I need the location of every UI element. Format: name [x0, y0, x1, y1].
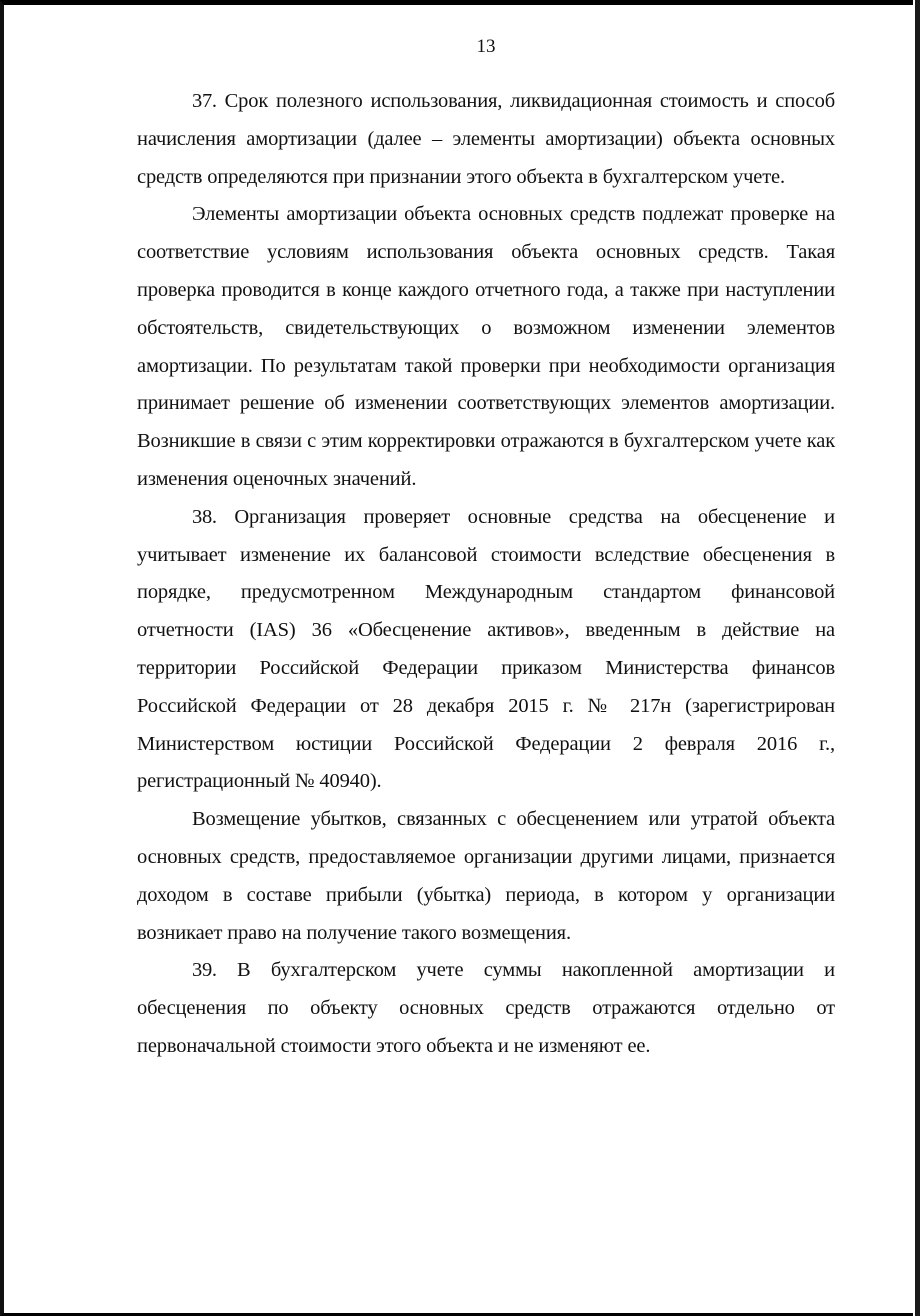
- paragraph-text: Срок полезного использования, ликвидационная стоимость и способ начисления амортизации (далее – элементы амортизации) объекта основных средств определяются при признании этого объекта в бухгалтерском учете.: [137, 90, 835, 188]
- paragraph-text: В бухгалтерском учете суммы накопленной амортизации и обесценения по объекту основных средств отражаются отдельно от первоначальной стоимости этого объекта и не изменяют ее.: [137, 959, 835, 1057]
- paragraph-text: Возмещение убытков, связанных с обесценением или утратой объекта основных средств, предоставляемое организации другими лицами, признается доходом в составе прибыли (убытка) периода, в котором у организации возникает право на получение такого возмещения.: [137, 808, 835, 944]
- page-number: 13: [476, 36, 496, 57]
- paragraph-38: [137, 499, 835, 801]
- document-body: [137, 83, 835, 1066]
- paragraph-37: [137, 83, 835, 196]
- clause-number: 39.: [192, 959, 217, 982]
- paragraph-text: Организация проверяет основные средства на обесценение и учитывает изменение их балансовой стоимости вследствие обесценения в порядке, предусмотренном Международным стандартом финансовой отчетности (IAS) 36 «Обесценение активов», введенным в действие на территории Российской Федерации приказом Министерства финансов Российской Федерации от 28 декабря 2015 г. № 217н (зарегистрирован Министерством юстиции Российской Федерации 2 февраля 2016 г., регистрационный № 40940).: [137, 505, 835, 793]
- paragraph-text: Элементы амортизации объекта основных средств подлежат проверке на соответствие условиям использования объекта основных средств. Такая проверка проводится в конце каждого отчетного года, а также при наступлении обстоятельств, свидетельствующих о возможном изменении элементов амортизации. По результатам такой проверки при необходимости организация принимает решение об изменении соответствующих элементов амортизации. Возникшие в связи с этим корректировки отражаются в бухгалтерском учете как изменения оценочных значений.: [137, 203, 835, 490]
- scan-right-edge: [915, 0, 920, 1316]
- paragraph-39: [137, 952, 835, 1065]
- clause-number: 38.: [192, 505, 217, 528]
- paragraph-37-continued: [137, 196, 835, 498]
- clause-number: 37.: [192, 90, 217, 112]
- paragraph-38-continued: [137, 801, 835, 952]
